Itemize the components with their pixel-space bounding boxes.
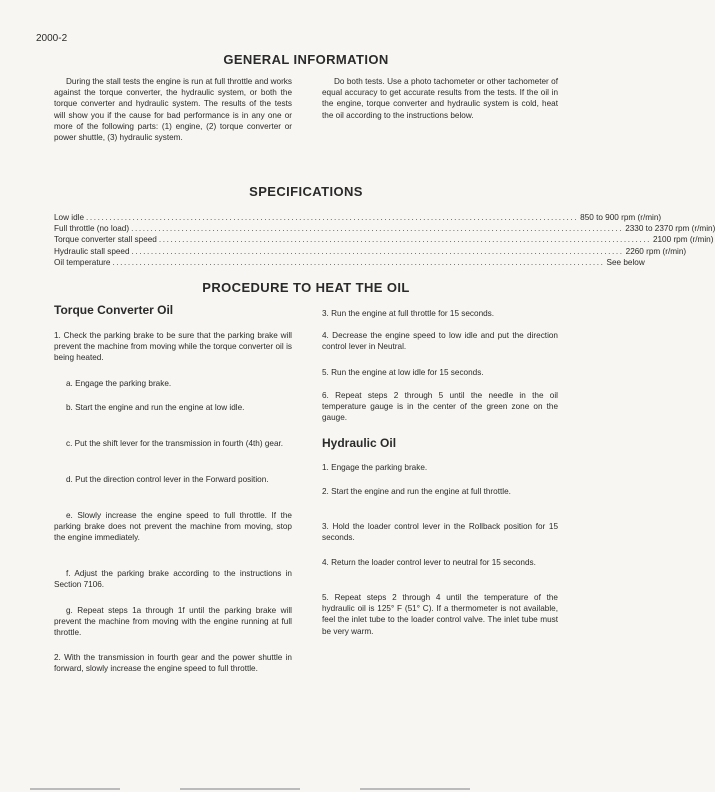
spec-label: Oil temperature (54, 257, 111, 267)
spec-row-full-throttle (54, 223, 715, 234)
dot-leader: ............................................................................................................................... (112, 257, 605, 267)
tc-step-1g: g. Repeat steps 1a through 1f until the parking brake will prevent the machine from moving with the engine running at full throttle. (54, 606, 292, 638)
tc-step-1b: b. Start the engine and run the engine at low idle. (66, 403, 245, 412)
tc-step-1f: f. Adjust the parking brake according to the instructions in Section 7106. (54, 569, 292, 590)
page-number: 2000-2 (36, 33, 68, 44)
spec-row-torque-converter-stall (54, 234, 714, 245)
tc-step-1: 1. Check the parking brake to be sure that the parking brake will prevent the machine from moving while the torque converter oil is being heated. (54, 331, 292, 363)
dot-leader: ............................................................................................................................... (86, 213, 579, 222)
tc-step-1a: a. Engage the parking brake. (66, 379, 172, 388)
hydraulic-oil-heading: Hydraulic Oil (322, 436, 397, 450)
procedure-heading: PROCEDURE TO HEAT THE OIL (202, 280, 410, 295)
spec-row-hydraulic-stall (54, 246, 687, 257)
dot-leader: ............................................................................................................................... (131, 224, 624, 234)
specifications-list (54, 212, 715, 268)
general-info-left-paragraph: During the stall tests the engine is run at full throttle and works against the torque converter, the hydraulic system, or both the torque converter and hydraulic system. The results of the tests will show you if the cause for bad performance is in any one or more of the following parts: (1) engine, (2) torque converter or power shuttle, (3) hydraulic system. (54, 77, 292, 143)
tc-step-1e: e. Slowly increase the engine speed to full throttle. If the parking brake does not prevent the machine from moving, stop the engine immediately. (54, 511, 292, 543)
spec-label: Hydraulic stall speed (54, 246, 130, 256)
hyd-step-2: 2. Start the engine and run the engine at full throttle. (322, 487, 511, 496)
spec-value: 2260 rpm (r/min) (625, 246, 687, 256)
tc-step-3: 3. Run the engine at full throttle for 15 seconds. (322, 309, 495, 318)
tc-step-1c: c. Put the shift lever for the transmission in fourth (4th) gear. (66, 439, 284, 448)
scan-edge-marks (0, 786, 612, 792)
spec-label: Torque converter stall speed (54, 235, 157, 245)
hyd-step-5: 5. Repeat steps 2 through 4 until the temperature of the hydraulic oil is 125° F (51° C). If a thermometer is not available, feel the inlet tube to the loader control valve. The inlet tube must be very warm. (322, 593, 558, 636)
spec-value: See below (606, 257, 645, 267)
tc-step-1d: d. Put the direction control lever in the Forward position. (66, 475, 269, 484)
tc-step-6: 6. Repeat steps 2 through 5 until the needle in the oil temperature gauge is in the center of the green zone on the gauge. (322, 391, 558, 423)
dot-leader: ............................................................................................................................... (158, 235, 651, 245)
dot-leader: ............................................................................................................................... (131, 246, 624, 256)
tc-step-2: 2. With the transmission in fourth gear and the power shuttle in forward, slowly increase the engine speed to full throttle. (54, 653, 292, 674)
spec-value: 850 to 900 rpm (r/min) (580, 213, 662, 222)
torque-converter-oil-heading: Torque Converter Oil (54, 303, 174, 317)
tc-step-5: 5. Run the engine at low idle for 15 seconds. (322, 368, 484, 377)
spec-label: Full throttle (no load) (54, 224, 130, 234)
tc-step-4: 4. Decrease the engine speed to low idle and put the direction control lever in Neutral. (322, 331, 558, 352)
general-information-heading: GENERAL INFORMATION (223, 52, 389, 67)
spec-row-low-idle (54, 212, 662, 223)
hyd-step-1: 1. Engage the parking brake. (322, 463, 428, 472)
hyd-step-4: 4. Return the loader control lever to neutral for 15 seconds. (322, 558, 536, 567)
spec-value: 2100 rpm (r/min) (652, 235, 714, 245)
general-info-right-paragraph: Do both tests. Use a photo tachometer or other tachometer of equal accuracy to get accurate results from the tests. If the oil in the engine, torque converter and hydraulic system is cold, heat the oil according to the instructions below. (322, 77, 558, 120)
hyd-step-3: 3. Hold the loader control lever in the Rollback position for 15 seconds. (322, 522, 558, 543)
spec-row-oil-temperature (54, 257, 645, 268)
specifications-heading: SPECIFICATIONS (249, 184, 363, 199)
spec-label: Low idle (54, 213, 85, 222)
spec-value: 2330 to 2370 rpm (r/min) (625, 224, 715, 234)
